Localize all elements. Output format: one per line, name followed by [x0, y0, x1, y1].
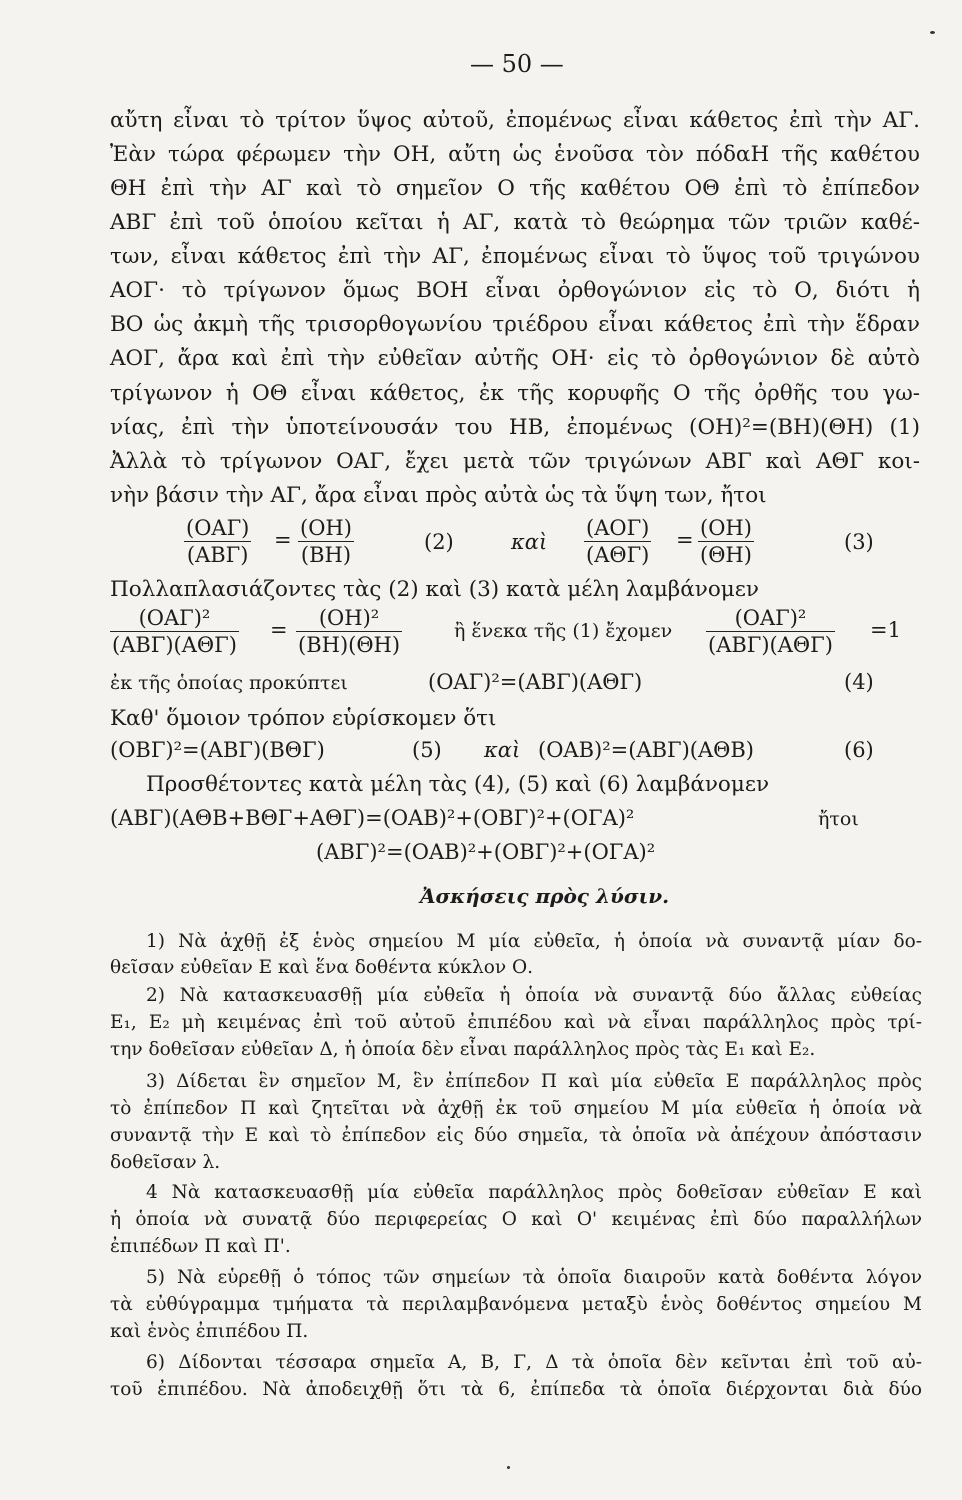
exercise-line: 1) Νὰ ἀχθῇ ἐξ ἑνὸς σημείου Μ μία εὐθεῖα, ἡ ὁποία νὰ συναντᾷ μίαν δο- — [146, 931, 922, 952]
text-line: Ἐὰν τώρα φέρωμεν τὴν ΟΗ, αὔτη ὡς ἑνοῦσα τὸν πόδαΗ τῆς καθέτου — [110, 142, 920, 167]
fraction: (ΟΑΓ) (ΑΒΓ) — [186, 516, 250, 567]
text-line: ΑΟΓ· τὸ τρίγωνον ὅμως ΒΟΗ εἶναι ὀρθογώνιον εἰς τὸ Ο, διότι ἡ — [110, 278, 920, 303]
text-line: Ἀλλὰ τὸ τρίγωνον ΟΑΓ, ἔχει μετὰ τῶν τριγώνων ΑΒΓ καὶ ΑΘΓ κοι- — [110, 449, 920, 474]
text-line: ΒΟ ὡς ἀκμὴ τῆς τρισορθογωνίου τριέδρου εἶναι κάθετος ἐπὶ τὴν ἕδραν — [110, 312, 920, 337]
text-line: ΑΟΓ, ἄρα καὶ ἐπὶ τὴν εὐθεῖαν αὐτῆς ΟΗ· εἰς τὸ ὀρθογώνιον δὲ αὐτὸ — [110, 346, 920, 371]
exercise-line: τὰ εὐθύγραμμα τμήματα τὰ περιλαμβανόμενα μεταξὺ ἑνὸς δοθέντος σημείου Μ — [110, 1294, 922, 1315]
exercise-line: ἐπιπέδων Π καὶ Π'. — [110, 1236, 291, 1257]
exercise-line: καὶ ἑνὸς ἐπιπέδου Π. — [110, 1321, 309, 1342]
exercise-line: τὸ ἐπίπεδον Π καὶ ζητεῖται νὰ ἀχθῇ ἐκ τοῦ σημείου Μ μία εὐθεῖα ἡ ὁποία νὰ — [110, 1098, 922, 1119]
fraction: (ΟΗ)² (ΒΗ)(ΘΗ) — [298, 606, 401, 657]
page-number: — 50 — — [470, 50, 564, 78]
equation-label: (2) — [424, 530, 454, 554]
exercise-line: 2) Νὰ κατασκευασθῇ μία εὐθεῖα ἡ ὁποία νὰ συναντᾷ δύο ἄλλας εὐθείας — [146, 985, 922, 1006]
text-line: των, εἶναι κάθετος ἐπὶ τὴν ΑΓ, ἐπομένως εἶναι τὸ ὕψος τοῦ τριγώνου — [110, 244, 920, 269]
ink-speck — [930, 31, 935, 34]
text-line: ΑΒΓ ἐπὶ τοῦ ὁποίου κεῖται ἡ ΑΓ, κατὰ τὸ θεώρημα τῶν τριῶν καθέ- — [110, 210, 920, 235]
exercise-line: δοθεῖσαν λ. — [110, 1152, 221, 1173]
exercise-line: 4 Νὰ κατασκευασθῇ μία εὐθεῖα παράλληλος πρὸς δοθεῖσαν εὐθεῖαν Ε καὶ — [146, 1182, 922, 1203]
text-line: νίας, ἐπὶ τὴν ὑποτείνουσάν του ΗΒ, ἐπομένως (ΟΗ)²=(ΒΗ)(ΘΗ) (1) — [110, 415, 920, 440]
fraction: (ΟΑΓ)² (ΑΒΓ)(ΑΘΓ) — [708, 606, 833, 657]
fraction: (ΑΟΓ) (ΑΘΓ) — [586, 516, 650, 567]
exercise-line: 6) Δίδονται τέσσαρα σημεῖα Α, Β, Γ, Δ τὰ ὁποῖα δὲν κεῖνται ἐπὶ τοῦ αὐ- — [146, 1352, 922, 1373]
fraction: (ΟΗ) (ΒΗ) — [300, 516, 352, 567]
text-line: Προσθέτοντες κατὰ μέλη τὰς (4), (5) καὶ (6) λαμβάνομεν — [146, 772, 770, 797]
text-line: Καθ' ὅμοιον τρόπον εὑρίσκομεν ὅτι — [110, 706, 497, 731]
text-line: τρίγωνον ἡ ΟΘ εἶναι κάθετος, ἐκ τῆς κορυφῆς Ο τῆς ὀρθῆς του γω- — [110, 381, 920, 406]
equation-final: (ΑΒΓ)²=(ΟΑΒ)²+(ΟΒΓ)²+(ΟΓΑ)² — [316, 840, 656, 864]
equation-label: (4) — [844, 670, 874, 694]
exercises-heading: Ἀσκήσεις πρὸς λύσιν. — [420, 884, 670, 908]
equation-label: (3) — [844, 530, 874, 554]
text-line: Πολλαπλασιάζοντες τὰς (2) καὶ (3) κατὰ μέλη λαμβάνομεν — [110, 577, 759, 602]
ink-speck — [507, 1466, 510, 1469]
text-line: νὴν βάσιν τὴν ΑΓ, ἄρα εἶναι πρὸς αὐτὰ ὡς τὰ ὕψη των, ἤτοι — [110, 483, 767, 508]
fraction: (ΟΑΓ)² (ΑΒΓ)(ΑΘΓ) — [112, 606, 237, 657]
text-line: αὔτη εἶναι τὸ τρίτον ὕψος αὐτοῦ, ἐπομένως εἶναι κάθετος ἐπὶ τὴν ΑΓ. — [110, 108, 920, 133]
exercise-line: θεῖσαν εὐθεῖαν Ε καὶ ἕνα δοθέντα κύκλον Ο. — [110, 957, 534, 978]
exercise-line: την δοθεῖσαν εὐθεῖαν Δ, ἡ ὁποία δὲν εἶναι παράλληλος πρὸς τὰς Ε₁ καὶ Ε₂. — [110, 1039, 816, 1060]
text-line: ΘΗ ἐπὶ τὴν ΑΓ καὶ τὸ σημεῖον Ο τῆς καθέτου ΟΘ ἐπὶ τὸ ἐπίπεδον — [110, 176, 920, 201]
exercise-line: τοῦ ἐπιπέδου. Νὰ ἀποδειχθῇ ὅτι τὰ 6, ἐπίπεδα τὰ ὁποῖα διέρχονται διὰ δύο — [110, 1379, 922, 1400]
exercise-line: 5) Νὰ εὑρεθῇ ὁ τόπος τῶν σημείων τὰ ὁποῖα διαιροῦν κατὰ δοθέντα λόγον — [146, 1267, 922, 1288]
equation-label: (5) — [412, 738, 442, 762]
exercise-line: ἡ ὁποία νὰ συνατᾷ δύο περιφερείας Ο καὶ Ο' κειμένας ἐπὶ δύο παραλλήλων — [110, 1209, 922, 1230]
exercise-line: 3) Δίδεται ἓν σημεῖον Μ, ἓν ἐπίπεδον Π καὶ μία εὐθεῖα Ε παράλληλος πρὸς — [146, 1071, 922, 1092]
fraction: (ΟΗ) (ΘΗ) — [700, 516, 752, 567]
exercise-line: Ε₁, Ε₂ μὴ κειμένας ἐπὶ τοῦ αὐτοῦ ἐπιπέδου καὶ νὰ εἶναι παράλληλος πρὸς τρί- — [110, 1012, 922, 1033]
equation-label: (6) — [844, 738, 874, 762]
exercise-line: συναντᾷ τὴν Ε καὶ τὸ ἐπίπεδον εἰς δύο σημεῖα, τὰ ὁποῖα νὰ ἀπέχουν ἀπόστασιν — [110, 1125, 922, 1146]
